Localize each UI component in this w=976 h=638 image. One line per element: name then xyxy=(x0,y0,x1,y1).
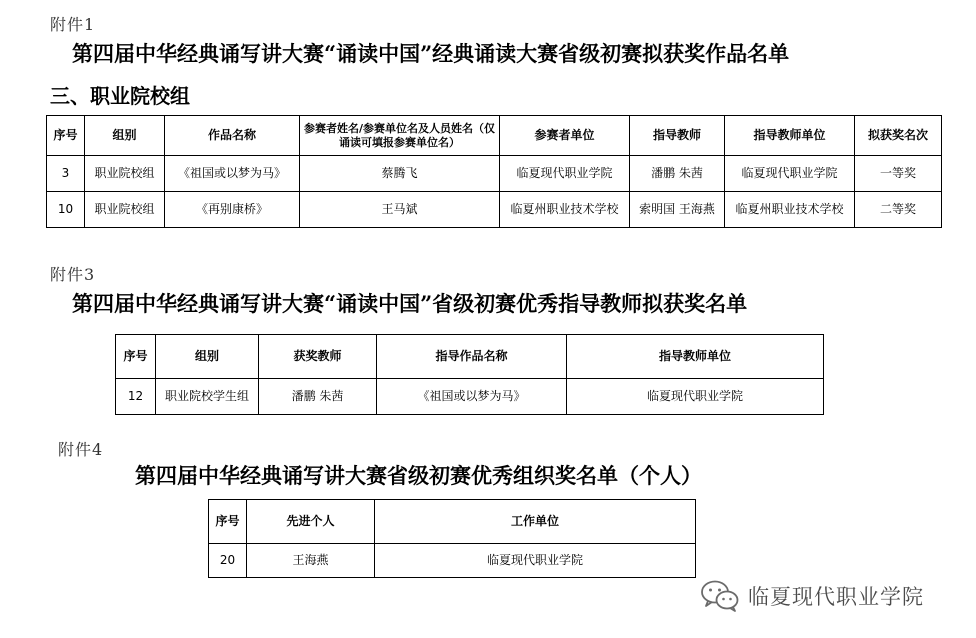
header-teacher: 指导教师 xyxy=(630,116,725,156)
table-row xyxy=(47,156,942,192)
watermark-text: 临夏现代职业学院 xyxy=(748,585,924,609)
section-heading: 三、职业院校组 xyxy=(50,84,190,108)
attachment3-title: 第四届中华经典诵写讲大赛“诵读中国”省级初赛优秀指导教师拟获奖名单 xyxy=(72,291,748,316)
cell-work-unit: 临夏现代职业学院 xyxy=(375,544,696,578)
attachment4-label: 附件4 xyxy=(58,440,104,459)
header-teacher-unit: 指导教师单位 xyxy=(725,116,855,156)
table-header-row xyxy=(209,500,696,544)
header-teacher-unit: 指导教师单位 xyxy=(567,335,824,379)
header-index: 序号 xyxy=(47,116,85,156)
cell-teacher-unit: 临夏现代职业学院 xyxy=(567,379,824,415)
cell-participant: 王马斌 xyxy=(300,192,500,228)
wechat-icon xyxy=(700,579,740,613)
cell-teacher-unit: 临夏现代职业学院 xyxy=(725,156,855,192)
watermark xyxy=(700,578,924,614)
cell-work-name: 《再别康桥》 xyxy=(165,192,300,228)
table-row xyxy=(47,192,942,228)
cell-award-rank: 一等奖 xyxy=(855,156,942,192)
cell-group: 职业院校组 xyxy=(85,192,165,228)
header-group: 组别 xyxy=(85,116,165,156)
table-header-row xyxy=(116,335,824,379)
table-header-row xyxy=(47,116,942,156)
attachment1-title: 第四届中华经典诵写讲大赛“诵读中国”经典诵读大赛省级初赛拟获奖作品名单 xyxy=(72,41,790,66)
cell-index: 12 xyxy=(116,379,156,415)
cell-participant: 蔡腾飞 xyxy=(300,156,500,192)
attachment1-label: 附件1 xyxy=(50,15,96,34)
cell-advanced-individual: 王海燕 xyxy=(247,544,375,578)
organization-award-table xyxy=(208,499,696,578)
attachment3-label: 附件3 xyxy=(50,265,96,284)
cell-group: 职业院校学生组 xyxy=(156,379,259,415)
cell-teacher: 潘鹏 朱茜 xyxy=(630,156,725,192)
cell-award-teacher: 潘鹏 朱茜 xyxy=(259,379,377,415)
header-work-unit: 工作单位 xyxy=(375,500,696,544)
header-advanced-individual: 先进个人 xyxy=(247,500,375,544)
cell-participant-unit: 临夏州职业技术学校 xyxy=(500,192,630,228)
excellent-teachers-table xyxy=(115,334,824,415)
header-group: 组别 xyxy=(156,335,259,379)
cell-teacher: 索明国 王海燕 xyxy=(630,192,725,228)
cell-teacher-unit: 临夏州职业技术学校 xyxy=(725,192,855,228)
cell-guided-work: 《祖国或以梦为马》 xyxy=(377,379,567,415)
header-participant-unit: 参赛者单位 xyxy=(500,116,630,156)
header-guided-work: 指导作品名称 xyxy=(377,335,567,379)
cell-group: 职业院校组 xyxy=(85,156,165,192)
header-work-name: 作品名称 xyxy=(165,116,300,156)
cell-participant-unit: 临夏现代职业学院 xyxy=(500,156,630,192)
header-index: 序号 xyxy=(209,500,247,544)
header-participant: 参赛者姓名/参赛单位名及人员姓名（仅诵读可填报参赛单位名） xyxy=(300,116,500,156)
header-award-rank: 拟获奖名次 xyxy=(855,116,942,156)
cell-work-name: 《祖国或以梦为马》 xyxy=(165,156,300,192)
attachment4-title: 第四届中华经典诵写讲大赛省级初赛优秀组织奖名单（个人） xyxy=(135,463,702,488)
header-index: 序号 xyxy=(116,335,156,379)
cell-index: 3 xyxy=(47,156,85,192)
header-award-teacher: 获奖教师 xyxy=(259,335,377,379)
cell-award-rank: 二等奖 xyxy=(855,192,942,228)
table-row xyxy=(209,544,696,578)
cell-index: 10 xyxy=(47,192,85,228)
award-works-table xyxy=(46,115,942,228)
table-row xyxy=(116,379,824,415)
cell-index: 20 xyxy=(209,544,247,578)
